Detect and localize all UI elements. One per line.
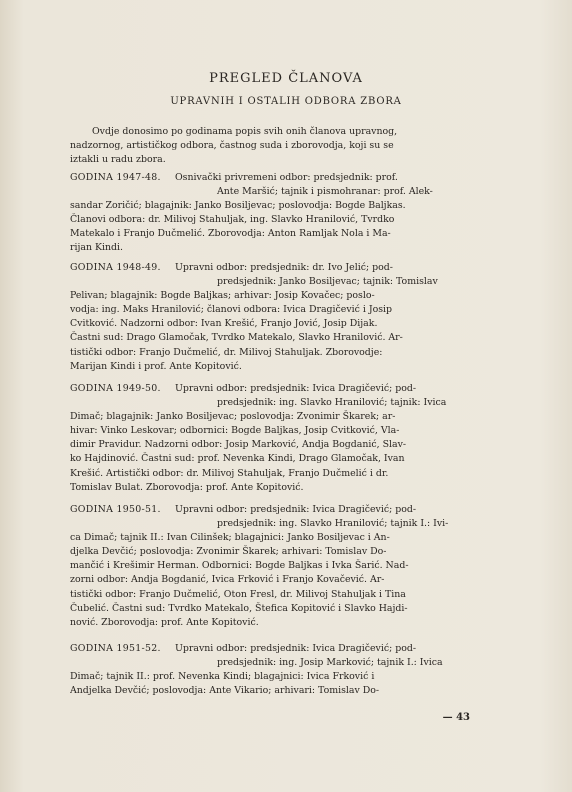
year-text-line: Matekalo i Franjo Dučmelić. Zborovodja: Anton Ramljak Nola i Ma- [70, 228, 391, 240]
year-text-line: ca Dimač; tajnik II.: Ivan Cilinšek; blagajnici: Janko Bosiljevac i An- [70, 532, 390, 544]
page-subtitle: UPRAVNIH I OSTALIH ODBORA ZBORA [170, 96, 402, 107]
year-text-line: Tomislav Bulat. Zborovodja: prof. Ante Kopitović. [70, 481, 304, 493]
intro-line: Ovdje donosimo po godinama popis svih onih članova upravnog, [92, 126, 398, 137]
year-text-line: Upravni odbor: predsjednik: Ivica Dragičević; pod- [175, 504, 417, 515]
year-text-line: vodja: ing. Maks Hranilović; članovi odbora: Ivica Dragičević i Josip [70, 304, 393, 316]
intro-line: nadzornog, artističkog odbora, častnog suda i zborovodja, koji su se [70, 140, 394, 152]
year-section-1950-51 [70, 503, 470, 630]
year-heading: GODINA 1950-51. [70, 504, 161, 515]
year-text-line: rijan Kindi. [70, 242, 124, 254]
year-text-line: Upravni odbor: predsjednik: Ivica Dragičević; pod- [175, 383, 417, 394]
year-heading: GODINA 1951-52. [70, 643, 161, 654]
year-text-line: Upravni odbor: predsjednik: dr. Ivo Jelić; pod- [175, 262, 393, 273]
year-text-line: dimir Pravidur. Nadzorni odbor: Josip Marković, Andja Bogdanić, Slav- [70, 439, 407, 451]
year-text-line: Dimač; tajnik II.: prof. Nevenka Kindi; blagajnici: Ivica Frković i [70, 671, 375, 683]
year-text-line: Marijan Kindi i prof. Ante Kopitović. [70, 360, 242, 372]
year-text-line: Osnivački privremeni odbor: predsjednik: prof. [175, 172, 398, 183]
intro-line: iztakli u radu zbora. [70, 154, 166, 166]
year-section-1948-49 [70, 261, 470, 374]
year-text-line: Čubelić. Častni sud: Tvrdko Matekalo, Štefica Kopitović i Slavko Hajdi- [70, 602, 408, 614]
year-text-line: mančić i Krešimir Herman. Odbornici: Bogde Baljkas i Ivka Šarić. Nad- [70, 560, 409, 572]
year-heading: GODINA 1949-50. [70, 383, 161, 394]
page-title: PREGLED ČLANOVA [209, 71, 363, 86]
year-heading: GODINA 1948-49. [70, 262, 161, 273]
year-text-line: tistički odbor: Franjo Dučmelić, dr. Milivoj Stahuljak. Zborovodje: [70, 346, 383, 358]
year-text-line: ko Hajdinović. Častni sud: prof. Nevenka Kindi, Drago Glamočak, Ivan [70, 453, 405, 465]
year-text-line: predsjednik: Janko Bosiljevac; tajnik: Tomislav [217, 276, 438, 288]
year-text-line: Upravni odbor: predsjednik: Ivica Dragičević; pod- [175, 643, 417, 654]
year-text-line: Dimač; blagajnik: Janko Bosiljevac; poslovodja: Zvonimir Škarek; ar- [70, 411, 396, 423]
page-number: — 43 [442, 712, 470, 723]
year-text-line: tistički odbor: Franjo Dučmelić, Oton Fresl, dr. Milivoj Stahuljak i Tina [70, 588, 406, 600]
intro-paragraph [70, 125, 470, 167]
year-text-line: predsjednik: ing. Slavko Hranilović; tajnik: Ivica [217, 397, 447, 409]
year-text-line: sandar Zoričić; blagajnik: Janko Bosiljevac; poslovodja: Bogde Baljkas. [70, 200, 406, 212]
year-text-line: Pelivan; blagajnik: Bogde Baljkas; arhivar: Josip Kovačec; poslo- [70, 290, 375, 302]
year-section-1949-50 [70, 382, 470, 495]
year-text-line: predsjednik: ing. Slavko Hranilović; tajnik I.: Ivi- [217, 518, 449, 530]
year-text-line: djelka Devčić; poslovodja: Zvonimir Škarek; arhivari: Tomislav Do- [70, 546, 387, 558]
year-section-1951-52 [70, 642, 470, 698]
year-section-1947-48 [70, 171, 470, 256]
year-text-line: Krešić. Artistički odbor: dr. Milivoj Stahuljak, Franjo Dučmelić i dr. [70, 467, 389, 479]
year-text-line: hivar: Vinko Leskovar; odbornici: Bogde Baljkas, Josip Cvitković, Vla- [70, 425, 400, 437]
year-text-line: nović. Zborovodja: prof. Ante Kopitović. [70, 616, 259, 628]
year-text-line: Častni sud: Drago Glamočak, Tvrdko Matekalo, Slavko Hranilović. Ar- [70, 332, 403, 344]
year-text-line: zorni odbor: Andja Bogdanić, Ivica Frković i Franjo Kovačević. Ar- [70, 574, 385, 586]
year-heading: GODINA 1947-48. [70, 172, 161, 183]
year-text-line: Ante Maršić; tajnik i pismohranar: prof. Alek- [217, 186, 433, 198]
year-text-line: Članovi odbora: dr. Milivoj Stahuljak, ing. Slavko Hranilović, Tvrdko [70, 214, 395, 226]
year-text-line: predsjednik: ing. Josip Marković; tajnik I.: Ivica [217, 657, 443, 669]
year-text-line: Andjelka Devčić; poslovodja: Ante Vikario; arhivari: Tomislav Do- [70, 685, 380, 697]
year-text-line: Cvitković. Nadzorni odbor: Ivan Krešić, Franjo Jović, Josip Dijak. [70, 318, 378, 330]
